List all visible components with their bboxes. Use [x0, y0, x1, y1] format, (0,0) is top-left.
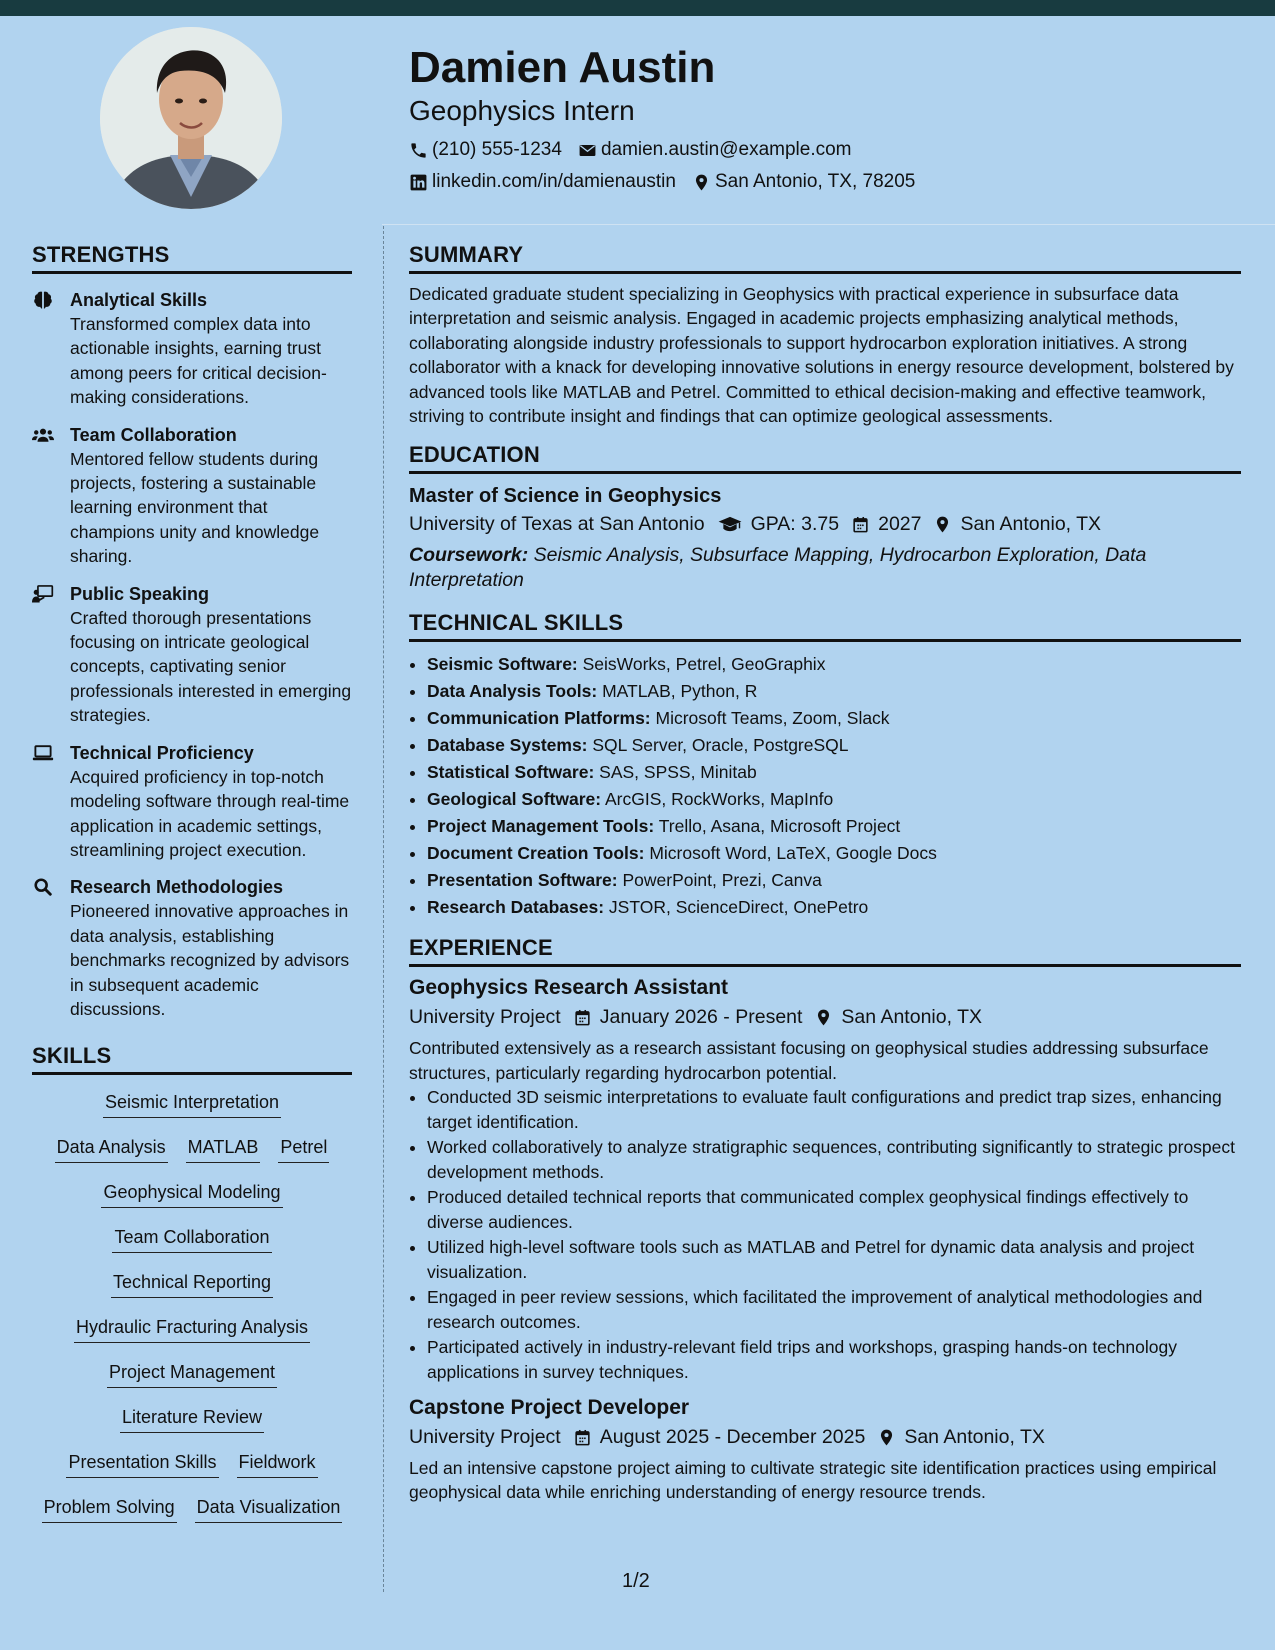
strength-title: Technical Proficiency	[70, 742, 254, 763]
strength-title: Analytical Skills	[70, 290, 208, 310]
strength-desc: Acquired proficiency in top-notch modeling software through real-time application in academic settings, streamlining project execution.	[70, 766, 350, 860]
job-title: Geophysics Research Assistant	[409, 976, 729, 1000]
skill-tag: Geophysical Modeling	[101, 1179, 282, 1208]
profile-photo	[100, 27, 282, 209]
email-contact[interactable]	[578, 134, 852, 166]
strength-item	[32, 875, 352, 1021]
strength-title: Team Collaboration	[70, 424, 237, 445]
laptop-icon	[32, 743, 54, 763]
contact-row-2	[409, 166, 1249, 198]
list-item: • Project Management Tools: Trello, Asana, Microsoft Project	[427, 813, 1241, 840]
envelope-icon	[578, 141, 597, 160]
left-column	[32, 242, 352, 1539]
skill-tag: Petrel	[278, 1134, 329, 1163]
list-item: • Document Creation Tools: Microsoft Word, LaTeX, Google Docs	[427, 840, 1241, 867]
right-column	[409, 242, 1241, 1505]
education-meta	[409, 509, 1241, 539]
list-item: • Seismic Software: SeisWorks, Petrel, GeoGraphix	[427, 651, 1241, 678]
list-item: • Participated actively in industry-relevant field trips and workshops, grasping hands-on technology applications in survey techniques.	[427, 1335, 1241, 1384]
map-pin-icon	[692, 173, 711, 192]
calendar-icon	[851, 515, 870, 534]
candidate-name: Damien Austin	[409, 43, 716, 92]
map-pin-icon	[877, 1428, 896, 1447]
brain-icon	[32, 290, 54, 310]
skill-tag: Technical Reporting	[111, 1269, 273, 1298]
summary-text: Dedicated graduate student specializing in Geophysics with practical experience in subsurface data interpretation and seismic analysis. Engaged in academic projects emphasizing analytical methods, collaborating alongside industry professionals to support hydrocarbon exploration initiatives. A strong collaborator with a knack for developing innovative solutions in energy resource development, bolstered by advanced tools like MATLAB and Petrel. Committed to ethical decision-making and effective teamwork, striving to contribute insight and findings that can optimize geological assessments.	[409, 284, 1234, 427]
education-heading: EDUCATION	[409, 442, 1241, 474]
map-pin-icon	[933, 515, 952, 534]
strengths-heading: STRENGTHS	[32, 242, 352, 274]
resume-header	[409, 42, 1249, 198]
users-icon	[32, 425, 54, 445]
list-item: • Presentation Software: PowerPoint, Prezi, Canva	[427, 867, 1241, 894]
skills-list	[32, 1089, 352, 1539]
linkedin-icon	[409, 173, 428, 192]
search-icon	[32, 877, 54, 897]
column-divider	[383, 226, 384, 1592]
technical-skills-heading: TECHNICAL SKILLS	[409, 610, 1241, 642]
phone-contact[interactable]	[409, 134, 562, 166]
list-item: • Database Systems: SQL Server, Oracle, PostgreSQL	[427, 732, 1241, 759]
linkedin-contact[interactable]	[409, 166, 676, 198]
strength-item	[32, 423, 352, 569]
strength-title: Public Speaking	[70, 583, 210, 604]
job-location: San Antonio, TX	[904, 1426, 1045, 1449]
skill-tag: Problem Solving	[42, 1494, 177, 1523]
strength-item	[32, 741, 352, 863]
job-description: Led an intensive capstone project aiming to cultivate strategic site identification practices using empirical geophysical data while enriching understanding of energy resource trends.	[409, 1458, 1217, 1503]
top-accent-bar	[0, 0, 1275, 16]
skill-tag: Data Analysis	[55, 1134, 168, 1163]
gpa-text: GPA: 3.75	[750, 513, 840, 536]
calendar-icon	[573, 1008, 592, 1027]
experience-entry	[409, 1394, 1241, 1505]
list-item: • Conducted 3D seismic interpretations to evaluate fault configurations and predict trap sizes, enhancing target identification.	[427, 1085, 1241, 1134]
skill-tag: Team Collaboration	[112, 1224, 271, 1253]
phone-icon	[409, 141, 428, 160]
list-item: • Worked collaboratively to analyze stratigraphic sequences, contributing significantly to strategic prospect development methods.	[427, 1135, 1241, 1184]
school-location: San Antonio, TX	[960, 513, 1102, 536]
coursework-text: Seismic Analysis, Subsurface Mapping, Hydrocarbon Exploration, Data Interpretation	[409, 544, 1147, 591]
job-org: University Project	[409, 1006, 561, 1029]
skill-tag: Data Visualization	[195, 1494, 343, 1523]
school-name: University of Texas at San Antonio	[409, 513, 705, 536]
coursework-label: Coursework:	[409, 544, 529, 567]
skills-heading: SKILLS	[32, 1043, 352, 1075]
strength-item	[32, 288, 352, 410]
strength-desc: Transformed complex data into actionable insights, earning trust among peers for critical decision-making considerations.	[70, 314, 327, 408]
candidate-role: Geophysics Intern	[409, 95, 635, 126]
list-item: • Data Analysis Tools: MATLAB, Python, R	[427, 678, 1241, 705]
strength-desc: Mentored fellow students during projects, fostering a sustainable learning environment that champions unity and knowledge sharing.	[70, 448, 320, 567]
skill-tag: Hydraulic Fracturing Analysis	[74, 1314, 310, 1343]
strength-title: Research Methodologies	[70, 877, 284, 898]
presenter-icon	[32, 584, 54, 604]
skill-tag: Literature Review	[120, 1404, 264, 1433]
degree-title: Master of Science in Geophysics	[409, 485, 722, 508]
phone-text: (210) 555-1234	[432, 139, 562, 160]
experience-entry	[409, 974, 1241, 1384]
job-dates: January 2026 - Present	[599, 1006, 803, 1029]
calendar-icon	[573, 1428, 592, 1447]
skill-tag: Fieldwork	[237, 1449, 318, 1478]
job-meta	[409, 1002, 1241, 1032]
skill-tag: Seismic Interpretation	[103, 1089, 281, 1118]
job-title: Capstone Project Developer	[409, 1396, 690, 1420]
strength-desc: Pioneered innovative approaches in data analysis, establishing benchmarks recognized by advisors in subsequent academic discussions.	[70, 901, 350, 1019]
list-item: • Statistical Software: SAS, SPSS, Minitab	[427, 759, 1241, 786]
location-text: San Antonio, TX, 78205	[714, 171, 916, 192]
strength-desc: Crafted thorough presentations focusing on intricate geological concepts, captivating senior professionals interested in emerging strategies.	[70, 607, 352, 726]
page-number: 1/2	[622, 1570, 650, 1592]
skill-tag: Presentation Skills	[66, 1449, 218, 1478]
summary-heading: SUMMARY	[409, 242, 1241, 274]
graduation-year: 2027	[878, 513, 922, 536]
list-item: • Research Databases: JSTOR, ScienceDirect, OnePetro	[427, 894, 1241, 921]
skill-tag: Project Management	[107, 1359, 277, 1388]
list-item: • Engaged in peer review sessions, which facilitated the improvement of analytical methodologies and research outcomes.	[427, 1285, 1241, 1334]
job-location: San Antonio, TX	[841, 1006, 982, 1029]
job-bullets	[409, 1085, 1241, 1384]
job-description: Contributed extensively as a research assistant focusing on geophysical studies addressing subsurface structures, particularly regarding hydrocarbon potential.	[409, 1038, 1209, 1083]
job-dates: August 2025 - December 2025	[599, 1426, 866, 1449]
email-text: damien.austin@example.com	[600, 139, 852, 160]
map-pin-icon	[814, 1008, 833, 1027]
strength-item	[32, 582, 352, 728]
experience-heading: EXPERIENCE	[409, 935, 1241, 967]
job-org: University Project	[409, 1426, 561, 1449]
coursework	[409, 543, 1241, 592]
skill-tag: MATLAB	[186, 1134, 261, 1163]
list-item: • Utilized high-level software tools such as MATLAB and Petrel for dynamic data analysis and project visualization.	[427, 1235, 1241, 1284]
technical-skills-list	[409, 651, 1241, 921]
graduation-cap-icon	[717, 515, 743, 534]
contact-row-1	[409, 134, 1249, 166]
location-contact	[692, 166, 915, 198]
list-item: • Produced detailed technical reports that communicated complex geophysical findings effectively to diverse audiences.	[427, 1185, 1241, 1234]
list-item: • Geological Software: ArcGIS, RockWorks, MapInfo	[427, 786, 1241, 813]
linkedin-text: linkedin.com/in/damienaustin	[432, 171, 676, 192]
job-meta	[409, 1422, 1241, 1452]
list-item: • Communication Platforms: Microsoft Teams, Zoom, Slack	[427, 705, 1241, 732]
header-divider	[382, 224, 1275, 225]
